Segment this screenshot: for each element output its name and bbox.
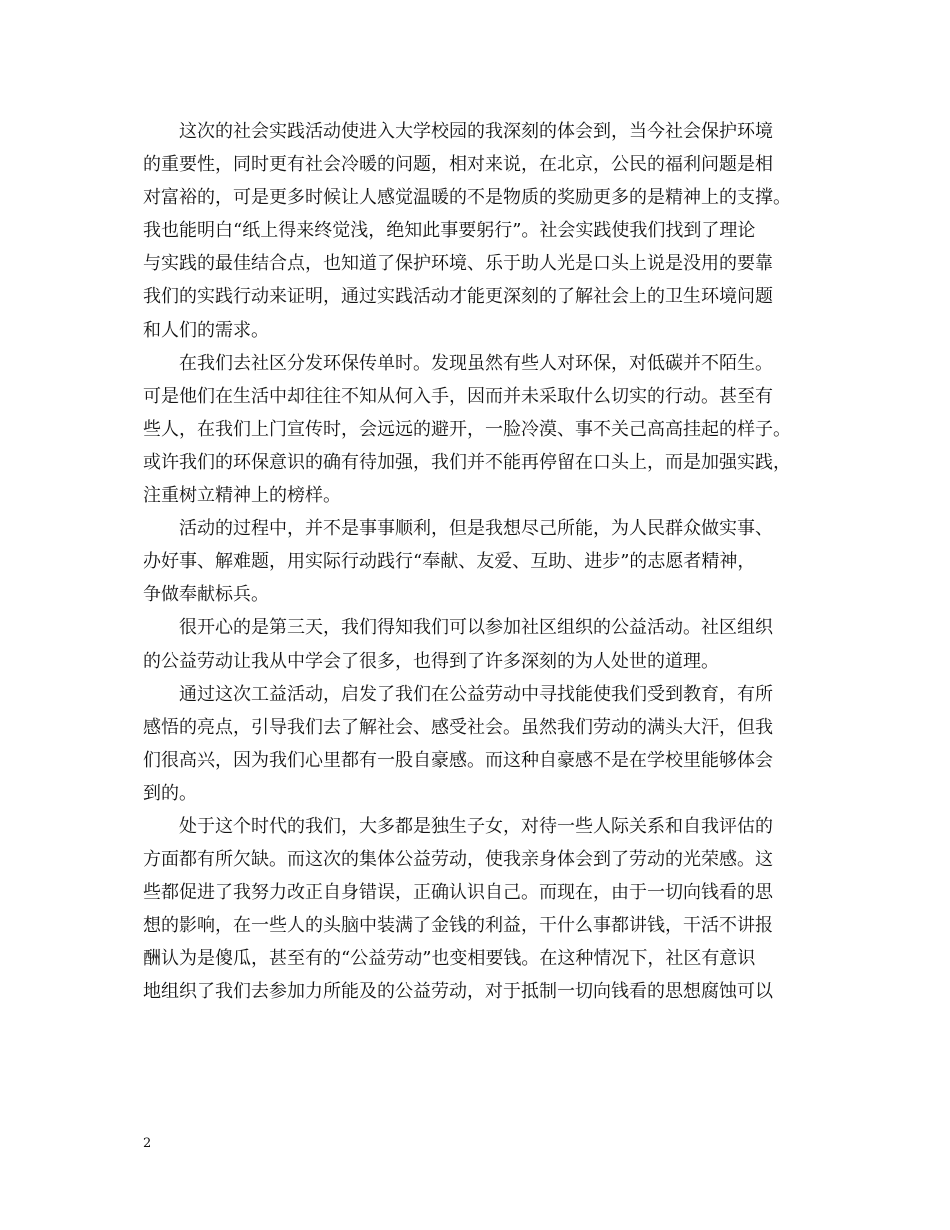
text-line: 可是他们在生活中却往往不知从何入手，因而并未采取什么切实的行动。甚至有	[143, 385, 773, 407]
text-line: 些都促进了我努力改正自身错误，正确认识自己。而现在，由于一切向钱看的思	[143, 882, 773, 904]
text-line: 或许我们的环保意识的确有待加强，我们并不能再停留在口头上，而是加强实践，	[143, 451, 791, 473]
text-line: 和人们的需求。	[143, 319, 269, 341]
text-line: 注重树立精神上的榜样。	[143, 485, 341, 507]
paragraph-4	[143, 611, 807, 677]
text-line: 地组织了我们去参加力所能及的公益劳动，对于抵制一切向钱看的思想腐蚀可以	[143, 981, 773, 1003]
paragraph-6	[143, 810, 807, 1009]
text-line: 感悟的亮点，引导我们去了解社会、感受社会。虽然我们劳动的满头大汗，但我	[143, 716, 773, 738]
text-line: 的重要性，同时更有社会冷暖的问题，相对来说，在北京，公民的福利问题是相	[143, 154, 773, 176]
paragraph-3	[143, 512, 807, 611]
text-line: 很开心的是第三天，我们得知我们可以参加社区组织的公益活动。社区组织	[179, 617, 773, 639]
text-line: 们很高兴，因为我们心里都有一股自豪感。而这种自豪感不是在学校里能够体会	[143, 749, 773, 771]
text-line: 我也能明白“纸上得来终觉浅，绝知此事要躬行”。社会实践使我们找到了理论	[143, 220, 756, 242]
document-body	[143, 115, 807, 1009]
text-line: 处于这个时代的我们，大多都是独生子女，对待一些人际关系和自我评估的	[179, 815, 773, 837]
text-line: 争做奉献标兵。	[143, 584, 269, 606]
text-line: 办好事、解难题，用实际行动践行“奉献、友爱、互助、进步”的志愿者精神，	[143, 551, 756, 573]
paragraph-5	[143, 678, 807, 810]
text-line: 活动的过程中，并不是事事顺利，但是我想尽己所能，为人民群众做实事、	[179, 518, 773, 540]
text-line: 在我们去社区分发环保传单时。发现虽然有些人对环保，对低碳并不陌生。	[179, 352, 773, 374]
page-number: 2	[143, 1136, 152, 1151]
paragraph-1	[143, 115, 807, 347]
text-line: 酬认为是傻瓜，甚至有的“公益劳动”也变相要钱。在这种情况下，社区有意识	[143, 948, 756, 970]
text-line: 些人，在我们上门宣传时，会远远的避开，一脸冷漠、事不关己高高挂起的样子。	[143, 418, 791, 440]
text-line: 对富裕的，可是更多时候让人感觉温暖的不是物质的奖励更多的是精神上的支撑。	[143, 187, 791, 209]
text-line: 这次的社会实践活动使进入大学校园的我深刻的体会到，当今社会保护环境	[179, 121, 773, 142]
text-line: 到的。	[143, 782, 197, 804]
text-line: 与实践的最佳结合点，也知道了保护环境、乐于助人光是口头上说是没用的要靠	[143, 253, 773, 275]
paragraph-2	[143, 347, 807, 512]
text-line: 想的影响，在一些人的头脑中装满了金钱的利益，干什么事都讲钱，干活不讲报	[143, 915, 773, 937]
text-line: 的公益劳动让我从中学会了很多，也得到了许多深刻的为人处世的道理。	[143, 650, 719, 672]
text-line: 方面都有所欠缺。而这次的集体公益劳动，使我亲身体会到了劳动的光荣感。这	[143, 849, 773, 871]
text-line: 通过这次工益活动，启发了我们在公益劳动中寻找能使我们受到教育，有所	[179, 683, 773, 705]
text-line: 我们的实践行动来证明，通过实践活动才能更深刻的了解社会上的卫生环境问题	[143, 286, 773, 308]
